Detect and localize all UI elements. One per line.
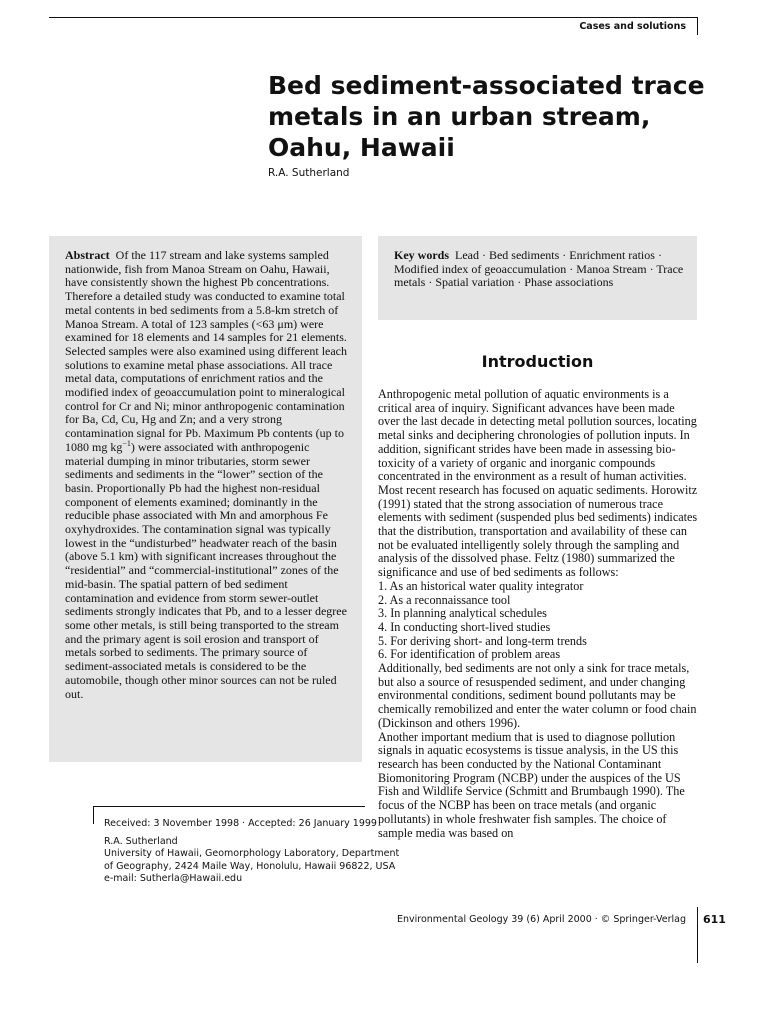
section-heading-introduction: Introduction: [481, 352, 594, 371]
footer-journal-citation: Environmental Geology 39 (6) April 2000 · © Springer-Verlag: [396, 914, 686, 925]
abstract-text: [65, 249, 348, 701]
list-item: 3. In planning analytical schedules: [378, 606, 547, 621]
page-number: 611: [703, 913, 726, 926]
paragraph: Anthropogenic metal pollution of aquatic environments is a critical area of inquiry. Significant advances have been made over the last decade in detecting metal pollution sources, locating metal sinks and deciphering chronologies of pollution inputs. In addition, significant strides have been made in assessing bio-toxicity of a variety of organic and inorganic compounds concentrated in the environment as a result of human activities. Most recent research has focused on aquatic sediments. Horowitz (1991) stated that the strong association of numerous trace elements with sediment (suspended plus bed sediments) indicates that the distribution, transportation and availability of these can not be evaluated intelligently solely through the sampling and analysis of the dissolved phase. Feltz (1980) summarized the significance and use of bed sediments as follows:: [378, 387, 698, 580]
affiliation-email: e-mail: Sutherla@Hawaii.edu: [104, 872, 243, 884]
keywords-label: Key words: [394, 248, 449, 262]
header-rule: [49, 17, 698, 18]
keywords-text: [394, 249, 685, 290]
header-rule-tick: [697, 17, 698, 35]
abstract-label: Abstract: [65, 248, 110, 262]
received-rule: [93, 806, 365, 807]
abstract-body-continued: ) were associated with anthropogenic material dumping in minor tributaries, storm sewer sediments and sediments in the “lower” section of the basin. Proportionally Pb had the highest non-residual component of elements examined; dominantly in the reducible phase associated with Mn and amorphous Fe oxyhydroxides. The contamination signal was typically lowest in the “undisturbed” headwater reach of the basin (above 5.1 km) with significant increases throughout the “residential” and “commercial-institutional” zones of the mid-basin. The spatial pattern of bed sediment contamination and evidence from storm sewer-outlet sediments strongly indicates that Pb, and to a lesser degree some other metals, is still being transported to the stream and the primary agent is soil erosion and transport of metals sorbed to sediments. The primary source of sediment-associated metals is considered to be the automobile, though other minor sources can not be ruled out.: [65, 439, 347, 701]
keywords-box: [378, 236, 697, 320]
affiliation-line: of Geography, 2424 Maile Way, Honolulu, Hawaii 96822, USA: [104, 860, 396, 872]
section-label: Cases and solutions: [579, 21, 686, 32]
paragraph: Another important medium that is used to diagnose pollution signals in aquatic ecosystems is tissue analysis, in the US this research has been conducted by the National Contaminant Biomonitoring Program (NCBP) under the auspices of the US Fish and Wildlife Service (Schmitt and Brumbaugh 1990). The focus of the NCBP has been on trace metals (and organic pollutants) in whole freshwater fish samples. The choice of sample media was based on: [378, 729, 685, 840]
keywords-list: Lead · Bed sediments · Enrichment ratios · Modified index of geoaccumulation · Manoa Stream · Trace metals · Spatial variation · Phase associations: [394, 248, 684, 290]
received-rule-tick: [93, 806, 94, 824]
footer-rule: [697, 907, 698, 963]
list-item: 1. As an historical water quality integrator: [378, 578, 584, 593]
affiliation-name: R.A. Sutherland: [104, 836, 178, 847]
article-author: R.A. Sutherland: [268, 167, 350, 179]
abstract-body: Of the 117 stream and lake systems sampled nationwide, fish from Manoa Stream on Oahu, Hawaii, have consistently shown the highest Pb concentrations. Therefore a detailed study was conducted to examine total metal contents in bed sediments from a 5.8-km stretch of Manoa Stream. A total of 123 samples (<63 μm) were examined for 18 elements and 14 samples for 21 elements. Selected samples were also examined using different leach solutions to examine metal phase associations. All trace metal data, computations of enrichment ratios and the modified index of geoaccumulation point to mineralogical control for Cr and Ni; minor anthropogenic contamination for Ba, Cd, Cu, Hg and Zn; and a very strong contamination signal for Pb. Maximum Pb contents (up to 1080 mg kg: [65, 248, 348, 454]
affiliation-line: University of Hawaii, Geomorphology Laboratory, Department: [104, 848, 400, 860]
introduction-body: [378, 388, 698, 840]
list-item: 6. For identification of problem areas: [378, 647, 561, 662]
numbered-list: [378, 580, 698, 662]
author-affiliation: [104, 836, 399, 885]
list-item: 2. As a reconnaissance tool: [378, 592, 511, 607]
list-item: 4. In conducting short-lived studies: [378, 619, 551, 634]
article-title: Bed sediment-associated trace metals in an urban stream, Oahu, Hawaii: [268, 71, 705, 162]
paragraph: Additionally, bed sediments are not only a sink for trace metals, but also a source of resuspended sediment, and under changing environmental conditions, sediment bound pollutants may be chemically remobilized and enter the water column or food chain (Dickinson and others 1996).: [378, 661, 697, 730]
abstract-box: [49, 236, 362, 762]
abstract-superscript: −1: [122, 438, 131, 448]
received-dates: Received: 3 November 1998 · Accepted: 26 January 1999: [104, 818, 377, 829]
list-item: 5. For deriving short- and long-term trends: [378, 633, 587, 648]
